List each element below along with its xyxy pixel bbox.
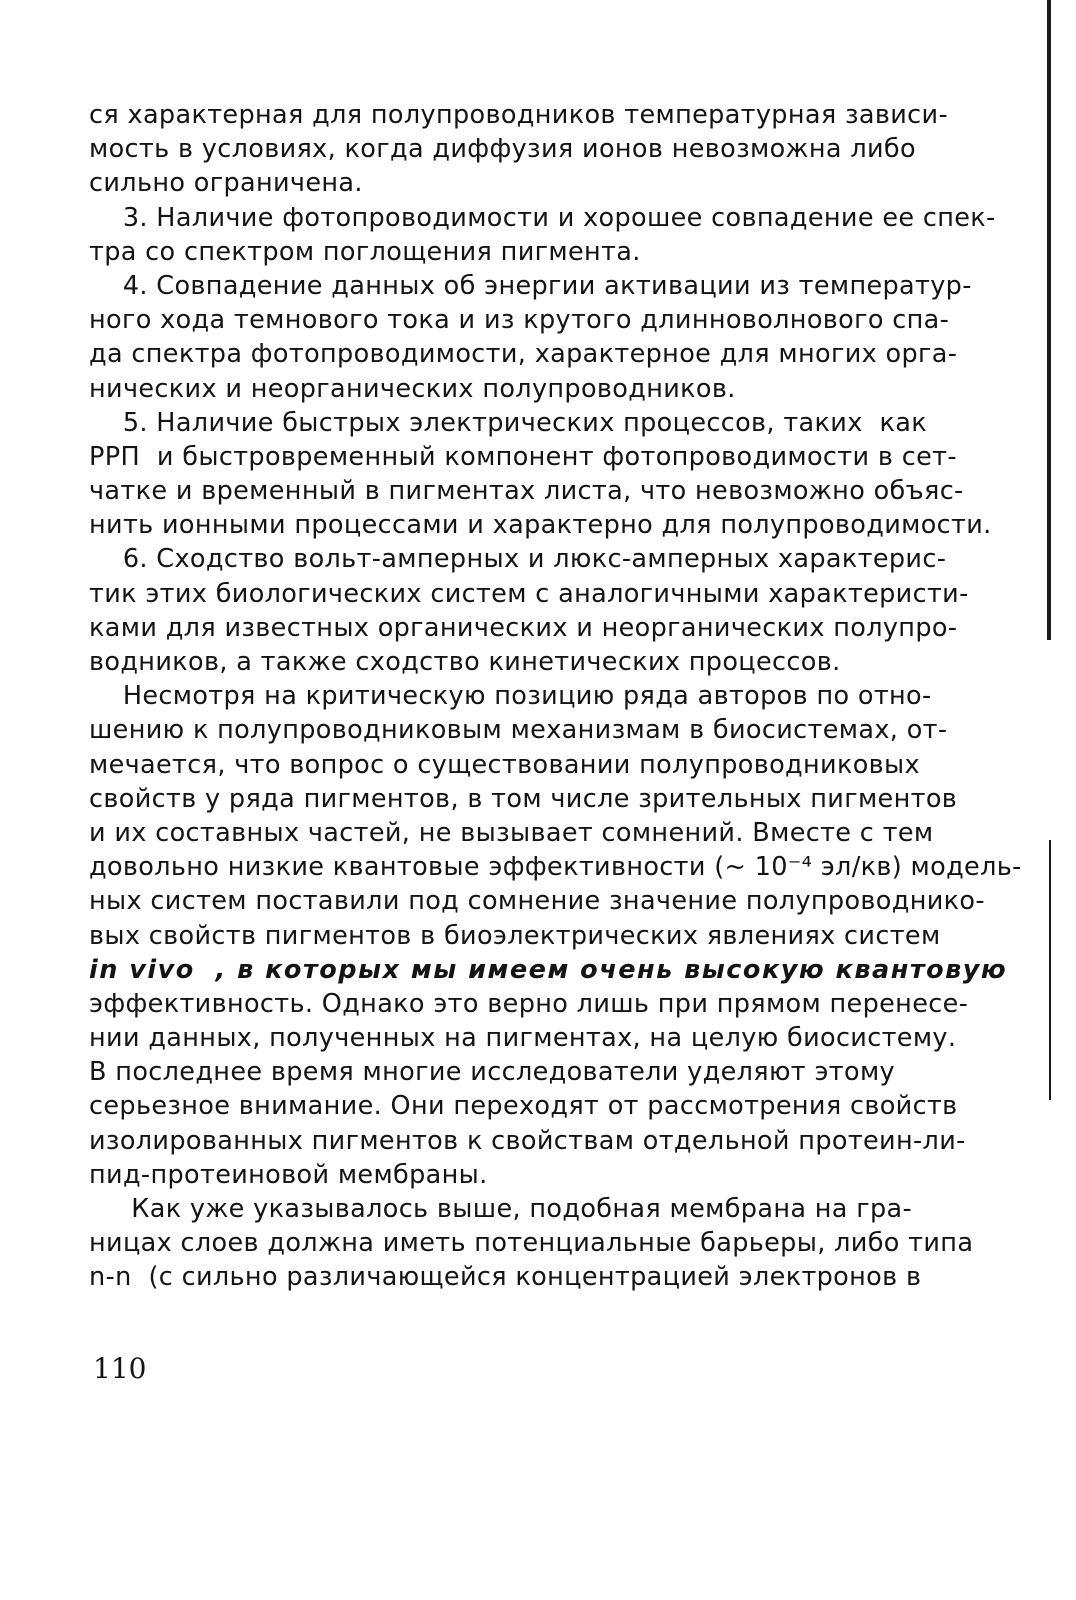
text-line: ницах слоев должна иметь потенциальные барьеры, либо типа [89,1228,974,1259]
text-line: пид-протеиновой мембраны. [89,1159,488,1190]
text-line: Как уже указывалось выше, подобная мембрана на гра- [89,1194,913,1224]
text-line: 6. Сходство вольт-амперных и люкс-амперных характерис- [89,544,947,575]
text-line: чатке и временный в пигментах листа, что невозможно объяс- [89,476,964,507]
text-line: вых свойств пигментов в биоэлектрических явлениях систем [89,920,941,951]
text-line: довольно низкие квантовые эффективности (~ 10⁻⁴ эл/кв) модель- [89,852,1022,883]
text-line: нии данных, полученных на пигментах, на целую биосистему. [89,1023,957,1054]
text-line: и их составных частей, не вызывает сомнений. Вместе с тем [89,817,934,848]
scan-edge-line [1049,840,1051,1100]
text-line: 4. Совпадение данных об энергии активации из температур- [89,270,972,301]
text-line: свойств у ряда пигментов, в том числе зрительных пигментов [89,783,958,814]
text-line: изолированных пигментов к свойствам отдельной протеин-ли- [89,1125,966,1156]
text-line: тра со спектром поглощения пигмента. [89,236,641,267]
text-line: РРП и быстровременный компонент фотопроводимости в сет- [89,441,957,472]
text-line: n-n (с сильно различающейся концентрацией электронов в [89,1262,922,1293]
text-line: ного хода темнового тока и из крутого длинноволнового спа- [89,305,950,336]
text-line: сильно ограничена. [89,168,363,199]
text-line: нить ионными процессами и характерно для полупроводимости. [89,510,992,541]
text-line: эффективность. Однако это верно лишь при прямом перенесе- [89,988,969,1019]
text-line: 5. Наличие быстрых электрических процессов, таких как [89,407,928,438]
text-line: да спектра фотопроводимости, характерное для многих орга- [89,339,958,370]
text-line: ся характерная для полупроводников температурная зависи- [89,100,949,130]
text-line: водников, а также сходство кинетических процессов. [89,647,841,677]
text-line: шению к полупроводниковым механизмам в биосистемах, от- [89,715,948,746]
text-line: серьезное внимание. Они переходят от рассмотрения свойств [89,1091,958,1122]
text-line: тик этих биологических систем с аналогичными характеристи- [89,578,969,609]
text-line: Несмотря на критическую позицию ряда авторов по отно- [89,681,932,712]
text-line: in vivo , в которых мы имеем очень высокую квантовую [89,954,1008,985]
text-line: мечается, что вопрос о существовании полупроводниковых [89,749,920,780]
page-number: 110 [93,1352,147,1385]
text-line: ных систем поставили под сомнение значение полупроводнико- [89,886,985,917]
text-line: 3. Наличие фотопроводимости и хорошее совпадение ее спек- [89,202,996,233]
text-line: ками для известных органических и неорганических полупро- [89,612,958,643]
text-line: В последнее время многие исследователи уделяют этому [89,1057,895,1088]
text-line: мость в условиях, когда диффузия ионов невозможна либо [89,134,916,165]
text-line: нических и неорганических полупроводников. [89,373,736,404]
page-body [89,98,1039,1295]
scan-edge-line [1047,0,1051,640]
